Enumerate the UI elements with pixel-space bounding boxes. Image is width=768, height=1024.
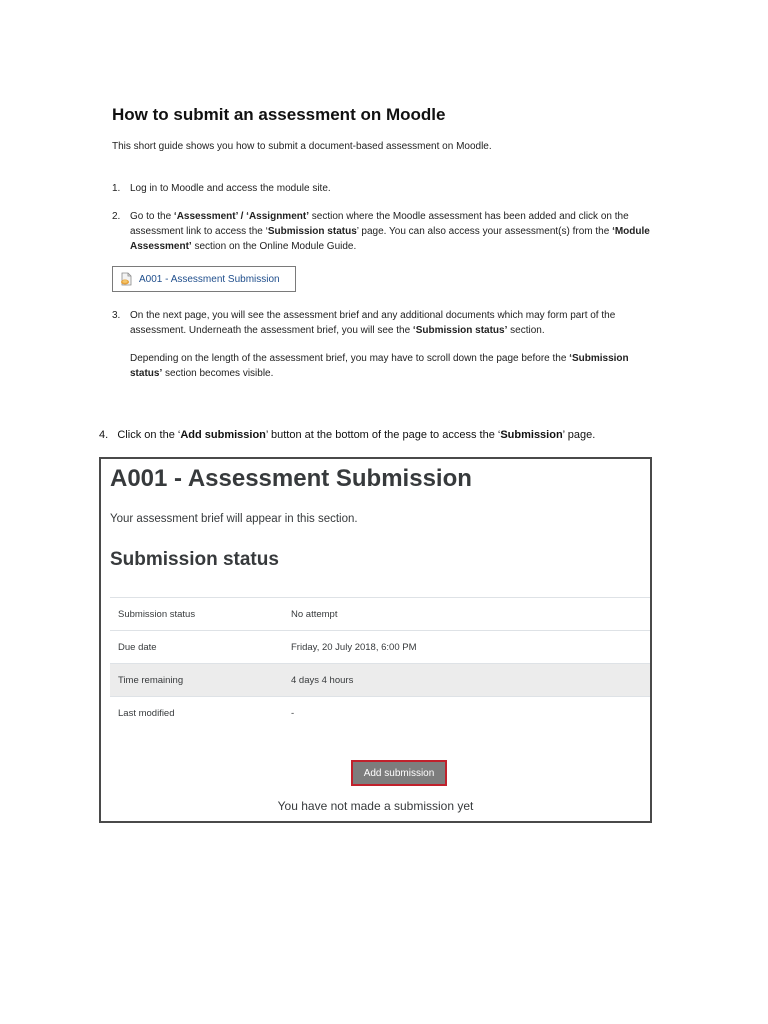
add-submission-button[interactable]: Add submission [351, 760, 447, 786]
guide-title: How to submit an assessment on Moodle [112, 105, 446, 124]
step-text: On the next page, you will see the assessment brief and any additional documents which may form part of the assessment. Underneath the assessment brief, you will see the ‘Submission status’ section. [130, 310, 616, 336]
document-icon [119, 272, 133, 286]
row-value: 4 days 4 hours [283, 664, 652, 697]
step-4: 4. Click on the ‘Add submission’ button at the bottom of the page to access the ‘Submission’ page. [99, 429, 596, 441]
assessment-link-label: A001 - Assessment Submission [139, 273, 280, 285]
row-label: Last modified [110, 697, 283, 730]
table-row [110, 631, 652, 664]
step-number: 2. [112, 211, 121, 222]
step-number: 1. [112, 183, 121, 194]
row-value: Friday, 20 July 2018, 6:00 PM [283, 631, 652, 664]
table-row [110, 598, 652, 631]
assessment-heading: A001 - Assessment Submission [110, 465, 472, 492]
row-label: Due date [110, 631, 283, 664]
step-3 [112, 308, 652, 381]
submission-status-table [110, 597, 652, 729]
intro-text: This short guide shows you how to submit a document-based assessment on Moodle. [112, 141, 492, 152]
assessment-brief: Your assessment brief will appear in this section. [110, 513, 358, 525]
moodle-screenshot [99, 457, 652, 823]
submission-status-heading: Submission status [110, 549, 279, 570]
table-row [110, 664, 652, 697]
table-row [110, 697, 652, 730]
row-value: - [283, 697, 652, 730]
step-text: Go to the ‘Assessment’ / ‘Assignment’ section where the Moodle assessment has been added and click on the assessment link to access the ‘Submission status’ page. You can also access your assessment(s) from the ‘Module Assessment’ section on the Online Module Guide. [130, 211, 650, 252]
submission-note: You have not made a submission yet [277, 799, 474, 813]
step-number: 3. [112, 310, 121, 321]
step-note: Depending on the length of the assessment brief, you may have to scroll down the page before the ‘Submission status’ section becomes visible. [130, 353, 629, 379]
row-label: Submission status [110, 598, 283, 631]
row-value: No attempt [283, 598, 652, 631]
step-text: Log in to Moodle and access the module site. [130, 183, 331, 194]
step-1 [112, 181, 652, 196]
assessment-link[interactable] [112, 266, 296, 292]
row-label: Time remaining [110, 664, 283, 697]
step-2 [112, 209, 652, 254]
